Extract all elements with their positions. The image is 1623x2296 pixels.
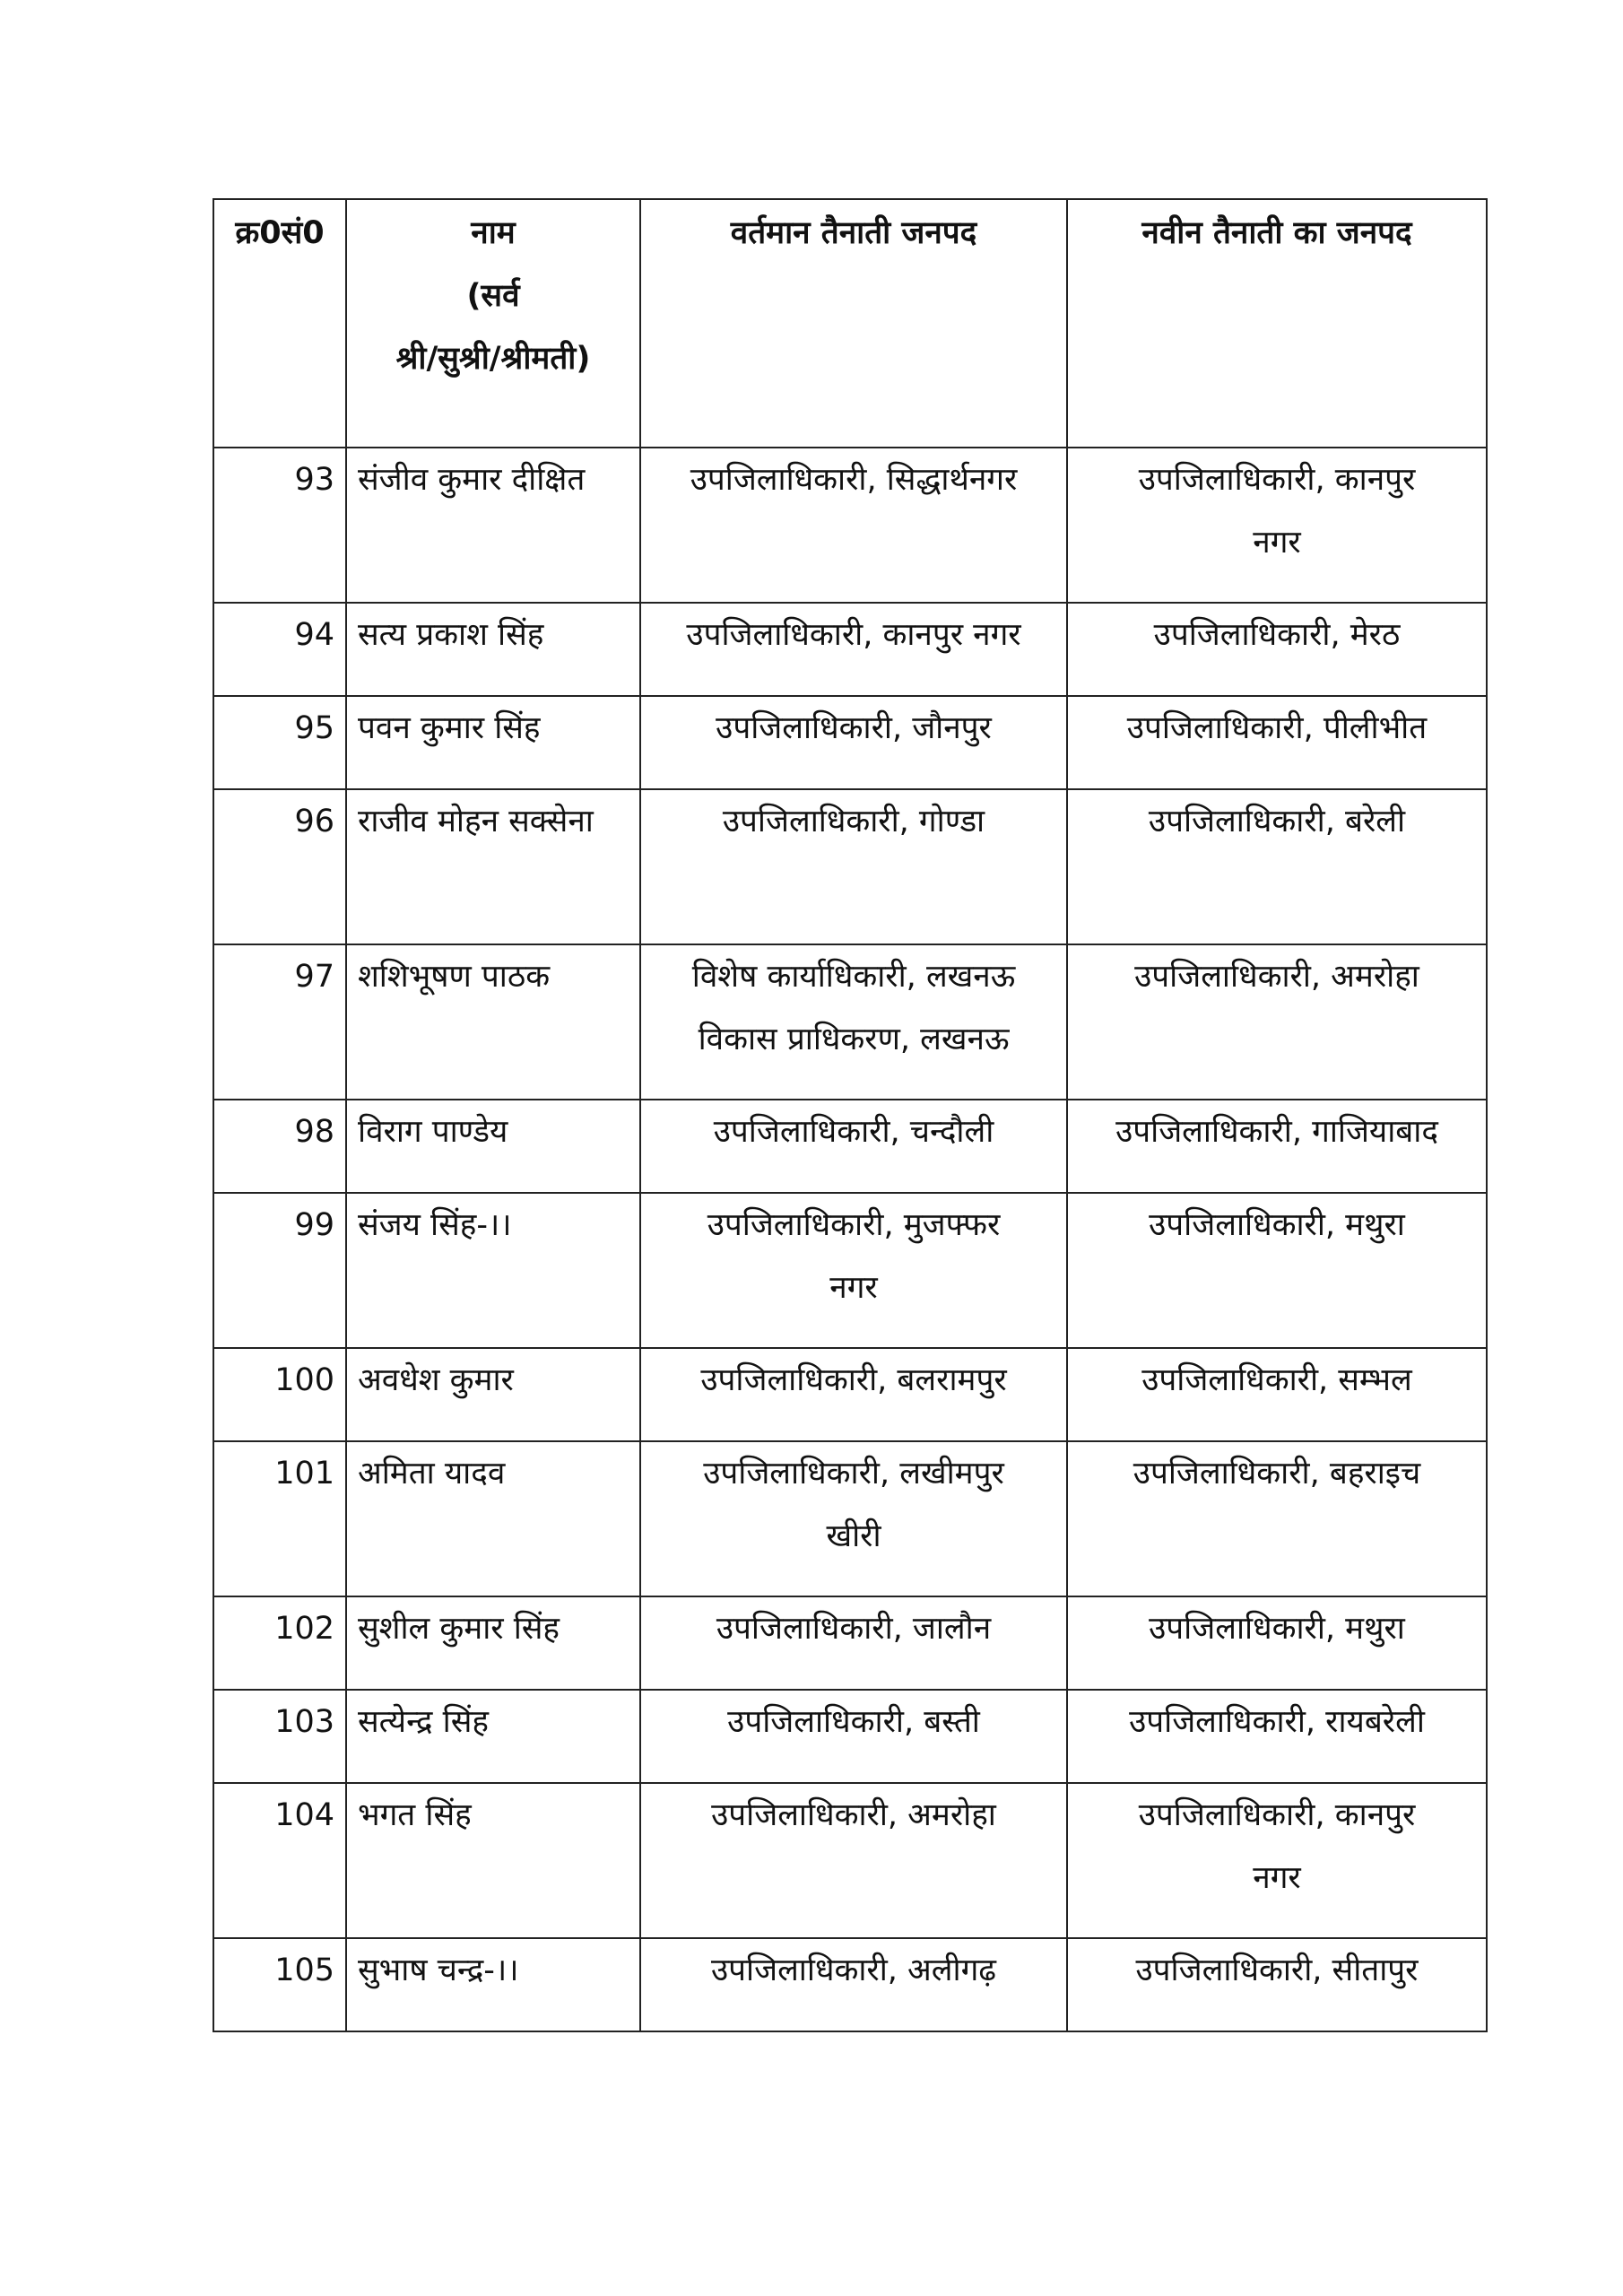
new-posting-cell: उपजिलाधिकारी, रायबरेली	[1067, 1690, 1487, 1783]
current-posting-cell: उपजिलाधिकारी, अलीगढ़	[640, 1938, 1067, 2031]
serial-cell: 101	[213, 1441, 346, 1596]
current-posting-cell	[640, 944, 1067, 1100]
name-cell: अमिता यादव	[346, 1441, 640, 1596]
current-posting-line: उपजिलाधिकारी, मुजफ्फर	[707, 1207, 1001, 1243]
serial-cell: 97	[213, 944, 346, 1100]
table-body	[213, 448, 1487, 2031]
name-cell: सत्य प्रकाश सिंह	[346, 603, 640, 696]
table-row	[213, 1441, 1487, 1596]
current-posting-line: विकास प्राधिकरण, लखनऊ	[698, 1022, 1010, 1057]
header-row	[213, 199, 1487, 448]
header-name-line: (सर्व	[466, 278, 520, 314]
table-row	[213, 1783, 1487, 1938]
serial-cell: 100	[213, 1348, 346, 1441]
current-posting-cell: उपजिलाधिकारी, जालौन	[640, 1596, 1067, 1690]
current-posting-line: विशेष कार्याधिकारी, लखनऊ	[691, 959, 1016, 995]
table-row	[213, 1193, 1487, 1348]
current-posting-line: उपजिलाधिकारी, लखीमपुर	[703, 1456, 1004, 1492]
current-posting-line: खीरी	[826, 1518, 881, 1554]
serial-cell: 93	[213, 448, 346, 603]
header-serial: क्र0सं0	[213, 199, 346, 448]
current-posting-cell: उपजिलाधिकारी, जौनपुर	[640, 696, 1067, 789]
current-posting-cell	[640, 1193, 1067, 1348]
table-header	[213, 199, 1487, 448]
table-row	[213, 1100, 1487, 1193]
new-posting-line: उपजिलाधिकारी, कानपुर	[1138, 462, 1416, 498]
new-posting-cell	[1067, 448, 1487, 603]
serial-cell: 96	[213, 789, 346, 944]
table-row	[213, 1348, 1487, 1441]
current-posting-line: नगर	[829, 1270, 878, 1306]
serial-cell: 94	[213, 603, 346, 696]
new-posting-cell: उपजिलाधिकारी, सीतापुर	[1067, 1938, 1487, 2031]
new-posting-cell: उपजिलाधिकारी, गाजियाबाद	[1067, 1100, 1487, 1193]
name-cell: सत्येन्द्र सिंह	[346, 1690, 640, 1783]
current-posting-cell: उपजिलाधिकारी, गोण्डा	[640, 789, 1067, 944]
header-name-line: श्री/सुश्री/श्रीमती)	[395, 341, 591, 377]
serial-cell: 104	[213, 1783, 346, 1938]
current-posting-cell: उपजिलाधिकारी, बस्ती	[640, 1690, 1067, 1783]
current-posting-cell	[640, 1441, 1067, 1596]
new-posting-line: उपजिलाधिकारी, कानपुर	[1138, 1797, 1416, 1833]
current-posting-cell: उपजिलाधिकारी, सिद्धार्थनगर	[640, 448, 1067, 603]
name-cell: सुभाष चन्द्र-।।	[346, 1938, 640, 2031]
new-posting-cell: उपजिलाधिकारी, बरेली	[1067, 789, 1487, 944]
name-cell: पवन कुमार सिंह	[346, 696, 640, 789]
serial-cell: 95	[213, 696, 346, 789]
new-posting-cell: उपजिलाधिकारी, मथुरा	[1067, 1193, 1487, 1348]
serial-cell: 98	[213, 1100, 346, 1193]
serial-cell: 102	[213, 1596, 346, 1690]
table-row	[213, 448, 1487, 603]
table-row	[213, 789, 1487, 944]
serial-cell: 105	[213, 1938, 346, 2031]
new-posting-cell: उपजिलाधिकारी, मेरठ	[1067, 603, 1487, 696]
name-cell: विराग पाण्डेय	[346, 1100, 640, 1193]
name-cell: शशिभूषण पाठक	[346, 944, 640, 1100]
new-posting-cell: उपजिलाधिकारी, अमरोहा	[1067, 944, 1487, 1100]
current-posting-cell: उपजिलाधिकारी, चन्दौली	[640, 1100, 1067, 1193]
header-name-line: नाम	[471, 215, 516, 251]
new-posting-cell: उपजिलाधिकारी, मथुरा	[1067, 1596, 1487, 1690]
new-posting-cell: उपजिलाधिकारी, सम्भल	[1067, 1348, 1487, 1441]
new-posting-line: नगर	[1253, 525, 1301, 561]
header-new-posting: नवीन तैनाती का जनपद	[1067, 199, 1487, 448]
table-row	[213, 696, 1487, 789]
new-posting-line: नगर	[1253, 1860, 1301, 1896]
header-name	[346, 199, 640, 448]
current-posting-cell: उपजिलाधिकारी, अमरोहा	[640, 1783, 1067, 1938]
header-current-posting: वर्तमान तैनाती जनपद	[640, 199, 1067, 448]
transfer-table	[213, 198, 1488, 2032]
table-row	[213, 1690, 1487, 1783]
current-posting-cell: उपजिलाधिकारी, बलरामपुर	[640, 1348, 1067, 1441]
new-posting-cell: उपजिलाधिकारी, बहराइच	[1067, 1441, 1487, 1596]
table-row	[213, 603, 1487, 696]
table-row	[213, 1938, 1487, 2031]
name-cell: संजय सिंह-।।	[346, 1193, 640, 1348]
table-row	[213, 944, 1487, 1100]
table-row	[213, 1596, 1487, 1690]
name-cell: राजीव मोहन सक्सेना	[346, 789, 640, 944]
name-cell: सुशील कुमार सिंह	[346, 1596, 640, 1690]
name-cell: अवधेश कुमार	[346, 1348, 640, 1441]
new-posting-cell	[1067, 1783, 1487, 1938]
serial-cell: 103	[213, 1690, 346, 1783]
current-posting-cell: उपजिलाधिकारी, कानपुर नगर	[640, 603, 1067, 696]
serial-cell: 99	[213, 1193, 346, 1348]
new-posting-cell: उपजिलाधिकारी, पीलीभीत	[1067, 696, 1487, 789]
name-cell: संजीव कुमार दीक्षित	[346, 448, 640, 603]
name-cell: भगत सिंह	[346, 1783, 640, 1938]
